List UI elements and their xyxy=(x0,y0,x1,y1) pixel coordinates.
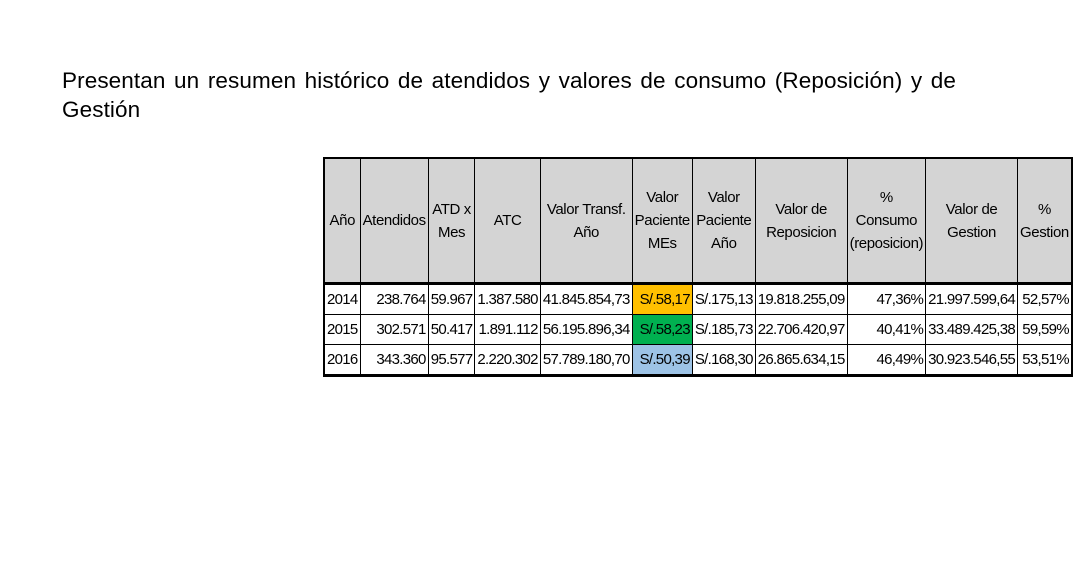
table-cell-atc: 2.220.302 xyxy=(475,345,540,376)
header-cell-replacement-value: Valor de Reposicion xyxy=(755,158,847,284)
table-cell-atc: 1.387.580 xyxy=(475,284,540,315)
table-cell-patient-value-year: S/.185,73 xyxy=(692,315,755,345)
table-cell-replacement-value: 26.865.634,15 xyxy=(755,345,847,376)
summary-table xyxy=(323,157,1073,377)
header-row xyxy=(324,158,1072,284)
header-cell-patient-value-month: Valor Paciente MEs xyxy=(632,158,692,284)
header-cell-management-value: Valor de Gestion xyxy=(926,158,1018,284)
table-cell-patient-value-month: S/.58,17 xyxy=(632,284,692,315)
table-cell-patient-value-year: S/.175,13 xyxy=(692,284,755,315)
header-cell-atc: ATC xyxy=(475,158,540,284)
table-cell-replacement-value: 22.706.420,97 xyxy=(755,315,847,345)
table-cell-management-percent: 59,59% xyxy=(1017,315,1071,345)
header-cell-atd-per-month: ATD x Mes xyxy=(428,158,475,284)
table-cell-atd-per-month: 50.417 xyxy=(428,315,475,345)
header-cell-management-percent: % Gestion xyxy=(1017,158,1071,284)
table-cell-atc: 1.891.112 xyxy=(475,315,540,345)
table-cell-management-value: 30.923.546,55 xyxy=(926,345,1018,376)
header-cell-attended: Atendidos xyxy=(360,158,428,284)
table-cell-patient-value-month: S/.58,23 xyxy=(632,315,692,345)
table-cell-patient-value-month: S/.50,39 xyxy=(632,345,692,376)
header-cell-consumption-percent: % Consumo (reposicion) xyxy=(847,158,926,284)
table-cell-management-value: 21.997.599,64 xyxy=(926,284,1018,315)
header-cell-patient-value-year: Valor Paciente Año xyxy=(692,158,755,284)
table-cell-management-value: 33.489.425,38 xyxy=(926,315,1018,345)
table-cell-transfer-value-year: 56.195.896,34 xyxy=(540,315,632,345)
table-cell-attended: 238.764 xyxy=(360,284,428,315)
table-cell-transfer-value-year: 57.789.180,70 xyxy=(540,345,632,376)
table-cell-consumption-percent: 46,49% xyxy=(847,345,926,376)
table-cell-consumption-percent: 40,41% xyxy=(847,315,926,345)
table-cell-year: 2014 xyxy=(324,284,360,315)
table-row xyxy=(324,315,1072,345)
table-cell-atd-per-month: 95.577 xyxy=(428,345,475,376)
header-cell-year: Año xyxy=(324,158,360,284)
table-cell-consumption-percent: 47,36% xyxy=(847,284,926,315)
intro-text: Presentan un resumen histórico de atendidos y valores de consumo (Reposición) y de Gestión xyxy=(62,67,956,122)
table-row xyxy=(324,345,1072,376)
table-cell-attended: 302.571 xyxy=(360,315,428,345)
table-cell-year: 2016 xyxy=(324,345,360,376)
table-cell-attended: 343.360 xyxy=(360,345,428,376)
table-cell-management-percent: 53,51% xyxy=(1017,345,1071,376)
table-cell-atd-per-month: 59.967 xyxy=(428,284,475,315)
table-cell-transfer-value-year: 41.845.854,73 xyxy=(540,284,632,315)
header-cell-transfer-value-year: Valor Transf. Año xyxy=(540,158,632,284)
table-cell-replacement-value: 19.818.255,09 xyxy=(755,284,847,315)
table-row xyxy=(324,284,1072,315)
table-cell-management-percent: 52,57% xyxy=(1017,284,1071,315)
table-cell-patient-value-year: S/.168,30 xyxy=(692,345,755,376)
table-cell-year: 2015 xyxy=(324,315,360,345)
